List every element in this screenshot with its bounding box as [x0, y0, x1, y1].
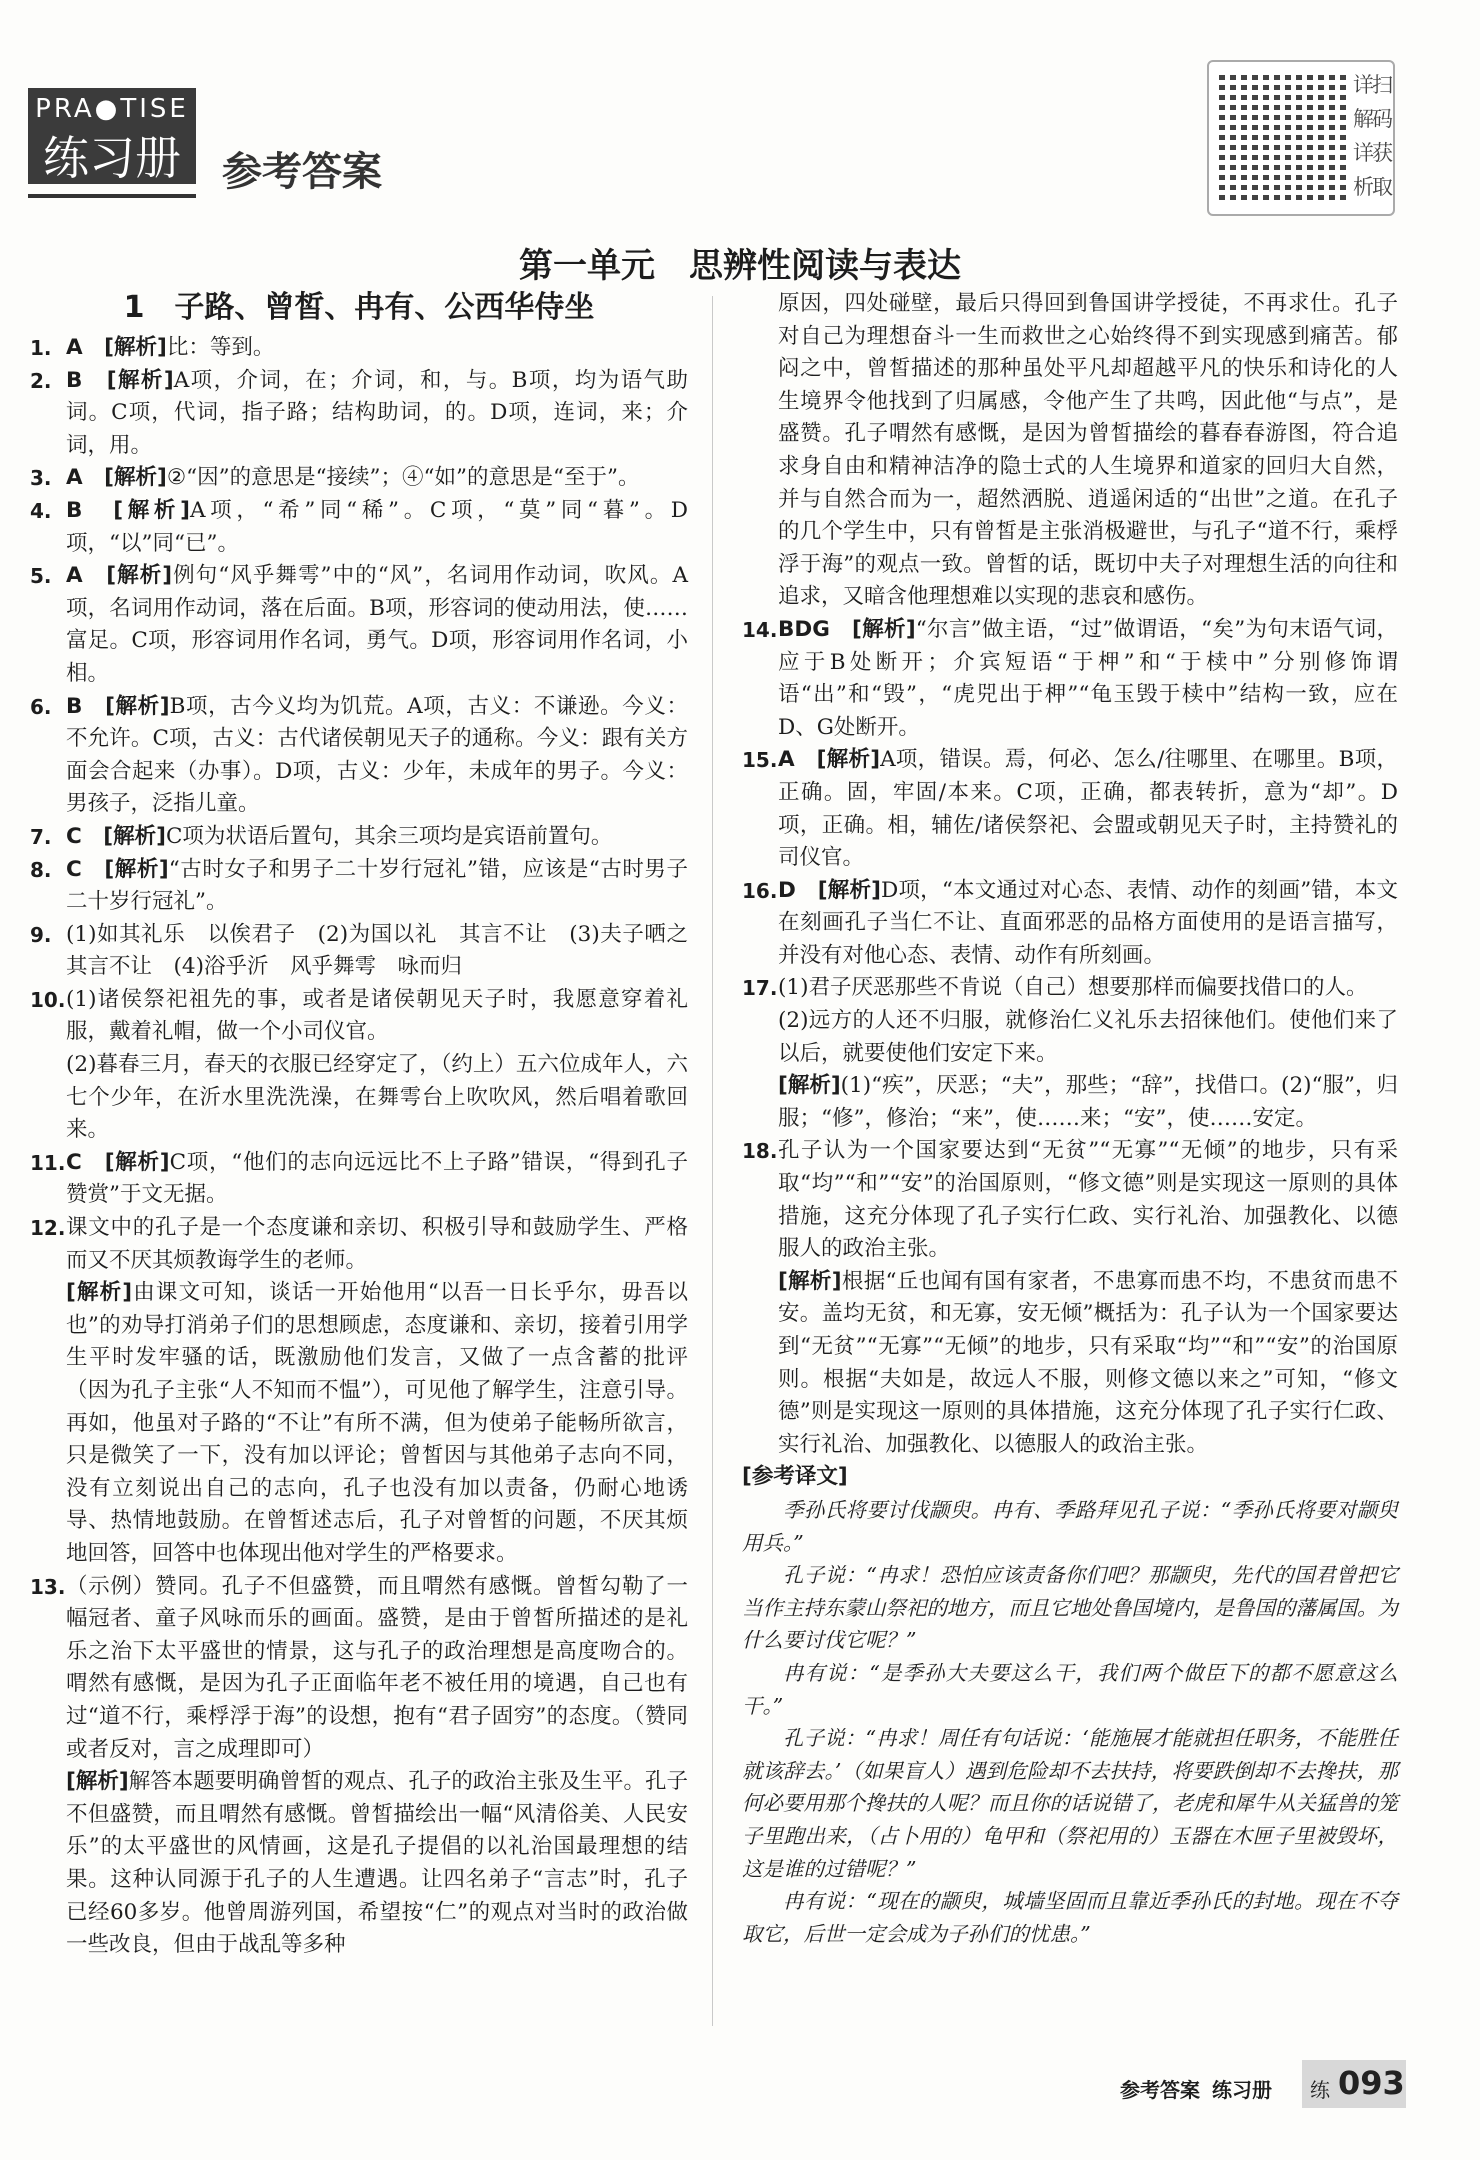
analysis-tag: [解析] [113, 497, 190, 523]
answer-item [30, 560, 688, 690]
analysis-tag: [解析] [105, 693, 170, 719]
answer-body [66, 332, 688, 365]
answer-item [742, 1135, 1398, 1265]
continued-analysis: 原因，四处碰壁，最后只得回到鲁国讲学授徒，不再求仕。孔子对自己为理想奋斗一生而救世之心始终得不到实现感到痛苦。郁闷之中，曾皙描述的那种虽处平凡却超越平凡的快乐和诗化的人生境界令他找到了归属感，令他产生了共鸣，因此他“与点”，是盛赞。孔子喟然有感慨，是因为曾皙描绘的暮春春游图，符合追求身自由和精神洁净的隐士式的人生境界和道家的回归大自然，并与自然合而为一，超然洒脱、逍遥闲适的“出世”之道。在孔子的几个学生中，只有曾皙是主张消极避世，与孔子“道不行，乘桴浮于海”的观点一致。曾皙的话，既切中夫子对理想生活的向往和追求，又暗含他理想难以实现的悲哀和感伤。 [778, 291, 1398, 610]
analysis-tag: [解析] [852, 616, 916, 642]
page-prefix: 练 [1310, 2078, 1330, 2102]
header-rule [28, 194, 196, 198]
answer-item [30, 332, 688, 365]
answer-text: (1)诸侯祭祀祖先的事，或者是诸侯朝见天子时，我愿意穿着礼服，戴着礼帽，做一个小司仪官。 [66, 986, 688, 1045]
answer-choice: A [66, 465, 83, 491]
answer-sub [66, 1766, 688, 1962]
answer-text: B项，古今义均为饥荒。A项，古义：不谦逊。今义：不允许。C项，古义：古代诸侯朝见天子的通称。今义：跟有关方面会合起来（办事）。D项，古义：少年，未成年的男子。今义：男孩子，泛指儿童。 [66, 693, 688, 817]
answer-text: “古时女子和男子二十岁行冠礼”错，应该是“古时男子二十岁行冠礼”。 [66, 856, 688, 915]
answer-text: A项，“希”同“稀”。C项，“莫”同“暮”。D项，“以”同“已”。 [66, 497, 688, 556]
answer-text: 课文中的孔子是一个态度谦和亲切、积极引导和鼓励学生、严格而又不厌其烦教诲学生的老师。 [66, 1215, 688, 1273]
lesson-title: 1 子路、曾皙、冉有、公西华侍坐 [123, 290, 595, 325]
answer-body [778, 1135, 1398, 1265]
answer-body [66, 821, 688, 854]
answer-item [742, 744, 1398, 874]
answer-number: 15. [742, 748, 778, 773]
right-column [742, 288, 1398, 1950]
answer-body [66, 462, 688, 495]
analysis-tag: [解析] [104, 465, 167, 491]
answer-item [30, 1571, 688, 1767]
answer-sub [778, 1005, 1398, 1070]
answer-item [30, 984, 688, 1049]
answer-number: 7. [30, 824, 52, 849]
translation-heading: [参考译文] [742, 1464, 848, 1490]
answer-item [30, 495, 688, 560]
analysis-tag: [解析] [104, 1149, 170, 1175]
analysis-tag: [解析] [66, 1769, 129, 1795]
answer-choice: B [66, 367, 83, 393]
translation-paragraph: 孔子说：“冉求！恐怕应该责备你们吧？那颛臾，先代的国君曾把它当作主持东蒙山祭祀的地方，而且它地处鲁国境内，是鲁国的藩属国。为什么要讨伐它呢？” [742, 1563, 1398, 1653]
qr-caption [1353, 68, 1393, 204]
translation-paragraph: 冉有说：“现在的颛臾，城墙坚固而且靠近季孙氏的封地。现在不夺取它，后世一定会成为子孙们的忧患。” [742, 1889, 1398, 1946]
answer-choice: A [66, 563, 83, 589]
answer-text: ②“因”的意思是“接续”；④“如”的意思是“至于”。 [166, 465, 640, 491]
page-title: 参考答案 [222, 149, 382, 195]
answer-body [66, 1212, 688, 1277]
answer-choice: A [778, 747, 795, 773]
answer-text: A项，错误。焉，何必、怎么/往哪里、在哪里。B项，正确。固，牢固/本来。C项，正确，都表转折，意为“却”。D项，正确。相，辅佐/诸侯祭祀、会盟或朝见天子时，主持赞礼的司仪官。 [778, 747, 1398, 871]
answer-choice: BDG [778, 616, 830, 642]
answer-item [30, 821, 688, 854]
answer-choice: A [66, 335, 83, 360]
answer-number: 9. [30, 922, 52, 947]
answer-body [66, 691, 688, 821]
answer-number: 1. [30, 336, 52, 360]
analysis-tag: [解析] [103, 823, 166, 849]
answer-number: 5. [30, 564, 52, 589]
answer-choice: D [778, 877, 796, 903]
answer-number: 2. [30, 368, 52, 393]
answer-sub-text: (1)“疾”，厌恶；“夫”，那些；“辞”，找借口。(2)“服”，归服；“修”，修治；“来”，使……来；“安”，使……安定。 [778, 1073, 1398, 1131]
answer-body [66, 560, 688, 690]
analysis-tag: [解析] [778, 1073, 841, 1099]
badge-chinese: 练习册 [43, 131, 181, 185]
qr-code-icon [1219, 72, 1347, 200]
answer-number: 11. [30, 1150, 66, 1175]
column-divider [712, 296, 713, 2026]
answer-body [66, 1571, 688, 1767]
answer-number: 6. [30, 694, 52, 719]
answer-choice: C [66, 1149, 82, 1175]
answer-number: 16. [742, 878, 778, 903]
answer-body [66, 854, 688, 919]
qr-code-panel [1207, 60, 1395, 216]
answer-number: 14. [742, 617, 778, 642]
footer-label-workbook: 练习册 [1212, 2078, 1272, 2102]
answer-item [30, 691, 688, 821]
answer-text: 例句“风乎舞雩”中的“风”，名词用作动词，吹风。A项，名词用作动词，落在后面。B项，形容词的使动用法，使……富足。C项，形容词用作名词，勇气。D项，形容词用作名词，小相。 [66, 563, 688, 686]
analysis-tag: [解析] [106, 367, 174, 393]
translation-paragraph: 季孙氏将要讨伐颛臾。冉有、季路拜见孔子说：“季孙氏将要对颛臾用兵。” [742, 1497, 1398, 1555]
answer-sub-text: (2)远方的人还不归服，就修治仁义礼乐去招徕他们。使他们来了以后，就要使他们安定下来。 [778, 1008, 1398, 1066]
answer-number: 17. [742, 976, 778, 1001]
answer-sub-text: 由课文可知，谈话一开始他用“以吾一日长乎尔，毋吾以也”的劝导打消弟子们的思想顾虑，态度谦和、亲切，接着引用学生平时发牢骚的话，既激励他们发言，又做了一点含蓄的批评（因为孔子主张“人不知而不愠”），可见他了解学生，注意引导。再如，他虽对子路的“不让”有所不满，但为使弟子能畅所欲言，只是微笑了一下，没有加以评论；曾皙因与其他弟子志向不同，没有立刻说出自己的志向，孔子也没有加以责备，仍耐心地诱导、热情地鼓励。在曾皙述志后，孔子对曾皙的问题，不厌其烦地回答，回答中也体现出他对学生的严格要求。 [66, 1280, 688, 1566]
analysis-tag: [解析] [816, 747, 881, 773]
analysis-tag: [解析] [817, 877, 882, 903]
answer-body [66, 365, 688, 463]
analysis-tag: [解析] [778, 1268, 842, 1294]
answer-item [742, 972, 1398, 1005]
qr-caption-col1: 扫码获取 [1372, 73, 1393, 199]
reference-translation [742, 1461, 1398, 1950]
answer-item [30, 365, 688, 463]
answer-sub-text: (2)暮春三月，春天的衣服已经穿定了，（约上）五六位成年人，六七个少年，在沂水里洗洗澡，在舞雩台上吹吹风，然后唱着歌回来。 [66, 1052, 688, 1143]
badge-english: PRA●TISE [35, 94, 189, 124]
answer-body [778, 614, 1398, 744]
analysis-tag: [解析] [106, 563, 173, 589]
answer-number: 8. [30, 857, 52, 882]
analysis-tag: [解析] [104, 335, 167, 360]
answer-sub [778, 1070, 1398, 1135]
practise-badge [28, 88, 196, 184]
answer-choice: C [66, 856, 82, 882]
answer-text: (1)君子厌恶那些不肯说（自己）想要那样而偏要找借口的人。 [778, 975, 1368, 1001]
answer-item [30, 854, 688, 919]
answer-text: D项，“本文通过对心态、表情、动作的刻画”错，本文在刻画孔子当仁不让、直面邪恶的品格方面使用的是语言描写，并没有对他心态、表情、动作有所刻画。 [778, 877, 1398, 968]
answer-choice: B [66, 693, 83, 719]
answer-text: “尔言”做主语，“过”做谓语，“矣”为句末语气词，应于B处断开；介宾短语“于柙”和“于椟中”分别修饰谓语“出”和“毁”，“虎兕出于柙”“龟玉毁于椟中”结构一致，应在D、G处断开。 [778, 616, 1398, 740]
answer-choice: B [66, 497, 83, 523]
answer-number: 10. [30, 987, 66, 1012]
answer-number: 4. [30, 498, 52, 523]
answer-number: 12. [30, 1216, 66, 1241]
answer-item [742, 614, 1398, 744]
qr-caption-col2: 详解详析 [1353, 73, 1374, 199]
answer-text: 孔子认为一个国家要达到“无贫”“无寡”“无倾”的地步，只有采取“均”“和”“安”的治国原则，“修文德”则是实现这一原则的具体措施，这充分体现了孔子实行仁政、实行礼治、加强教化、以德服人的政治主张。 [778, 1138, 1398, 1262]
answer-number: 13. [30, 1574, 66, 1599]
answer-sub-text: 解答本题要明确曾皙的观点、孔子的政治主张及生平。孔子不但盛赞，而且喟然有感慨。曾皙描绘出一幅“风清俗美、人民安乐”的太平盛世的风情画，这是孔子提倡的以礼治国最理想的结果。这种认同源于孔子的人生遭遇。让四名弟子“言志”时，孔子已经60多岁。他曾周游列国，希望按“仁”的观点对当时的政治做一些改良，但由于战乱等多种 [66, 1769, 688, 1958]
unit-title: 第一单元 思辨性阅读与表达 [519, 246, 961, 286]
answer-text: 比：等到。 [166, 335, 275, 360]
analysis-tag: [解析] [66, 1280, 133, 1306]
answer-sub [66, 1049, 688, 1147]
analysis-tag: [解析] [104, 856, 169, 882]
answer-item [30, 1147, 688, 1212]
answer-item [30, 462, 688, 495]
answer-text: （示例）赞同。孔子不但盛赞，而且喟然有感慨。曾皙勾勒了一幅冠者、童子风咏而乐的画面。盛赞，是由于曾皙所描述的是礼乐之治下太平盛世的情景，这与孔子的政治理想是高度吻合的。喟然有感慨，是因为孔子正面临年老不被任用的境遇，自己也有过“道不行，乘桴浮于海”的设想，抱有“君子固穷”的态度。（赞同或者反对，言之成理即可） [66, 1573, 688, 1762]
left-column [30, 288, 710, 1962]
answer-sub [778, 1266, 1398, 1462]
answer-text: C项为状语后置句，其余三项均是宾语前置句。 [165, 823, 613, 849]
answer-number: 18. [742, 1139, 778, 1164]
answer-sub-text: 根据“丘也闻有国有家者，不患寡而患不均，不患贫而患不安。盖均无贫，和无寡，安无倾”概括为：孔子认为一个国家要达到“无贫”“无寡”“无倾”的地步，只有采取“均”“和”“安”的治国原则。根据“夫如是，故远人不服，则修文德以来之”可知，“修文德”则是实现这一原则的具体措施，这充分体现了孔子实行仁政、实行礼治、加强教化、以德服人的政治主张。 [778, 1268, 1399, 1457]
answer-text: C项，“他们的志向远远比不上子路”错误，“得到孔子赞赏”于文无据。 [66, 1149, 688, 1208]
answer-text: A项，介词，在；介词，和，与。B项，均为语气助词。C项，代词，指子路；结构助词，的。D项，连词，来；介词，用。 [66, 367, 688, 458]
answer-number: 3. [30, 466, 52, 491]
answer-body [66, 495, 688, 560]
page-number: 093 [1338, 2064, 1405, 2102]
answer-item [30, 919, 710, 984]
answer-text: (1)如其礼乐 以俟君子 (2)为国以礼 其言不让 (3)夫子哂之 其言不让 (4)浴乎沂 风乎舞雩 咏而归 [66, 921, 710, 980]
answer-body [778, 972, 1398, 1005]
translation-paragraph: 冉有说：“是季孙大夫要这么干，我们两个做臣下的都不愿意这么干。” [742, 1660, 1398, 1718]
translation-paragraph: 孔子说：“冉求！周任有句话说：‘能施展才能就担任职务，不能胜任就该辞去。’（如果盲人）遇到危险却不去扶持，将要跌倒却不去搀扶，那何必要用那个搀扶的人呢？而且你的话说错了，老虎和犀牛从关猛兽的笼子里跑出来，（占卜用的）龟甲和（祭祀用的）玉器在木匣子里被毁坏，这是谁的过错呢？” [742, 1726, 1398, 1881]
answer-body [778, 744, 1398, 874]
answer-item [742, 875, 1398, 973]
answer-body [66, 1147, 688, 1212]
answer-body [778, 875, 1398, 973]
answer-sub [66, 1277, 688, 1570]
answer-body [66, 984, 688, 1049]
page-number-box [1302, 2060, 1406, 2108]
footer-label-answers: 参考答案 [1120, 2078, 1200, 2102]
answer-body [66, 919, 710, 984]
answer-choice: C [66, 823, 82, 849]
answer-item [30, 1212, 688, 1277]
